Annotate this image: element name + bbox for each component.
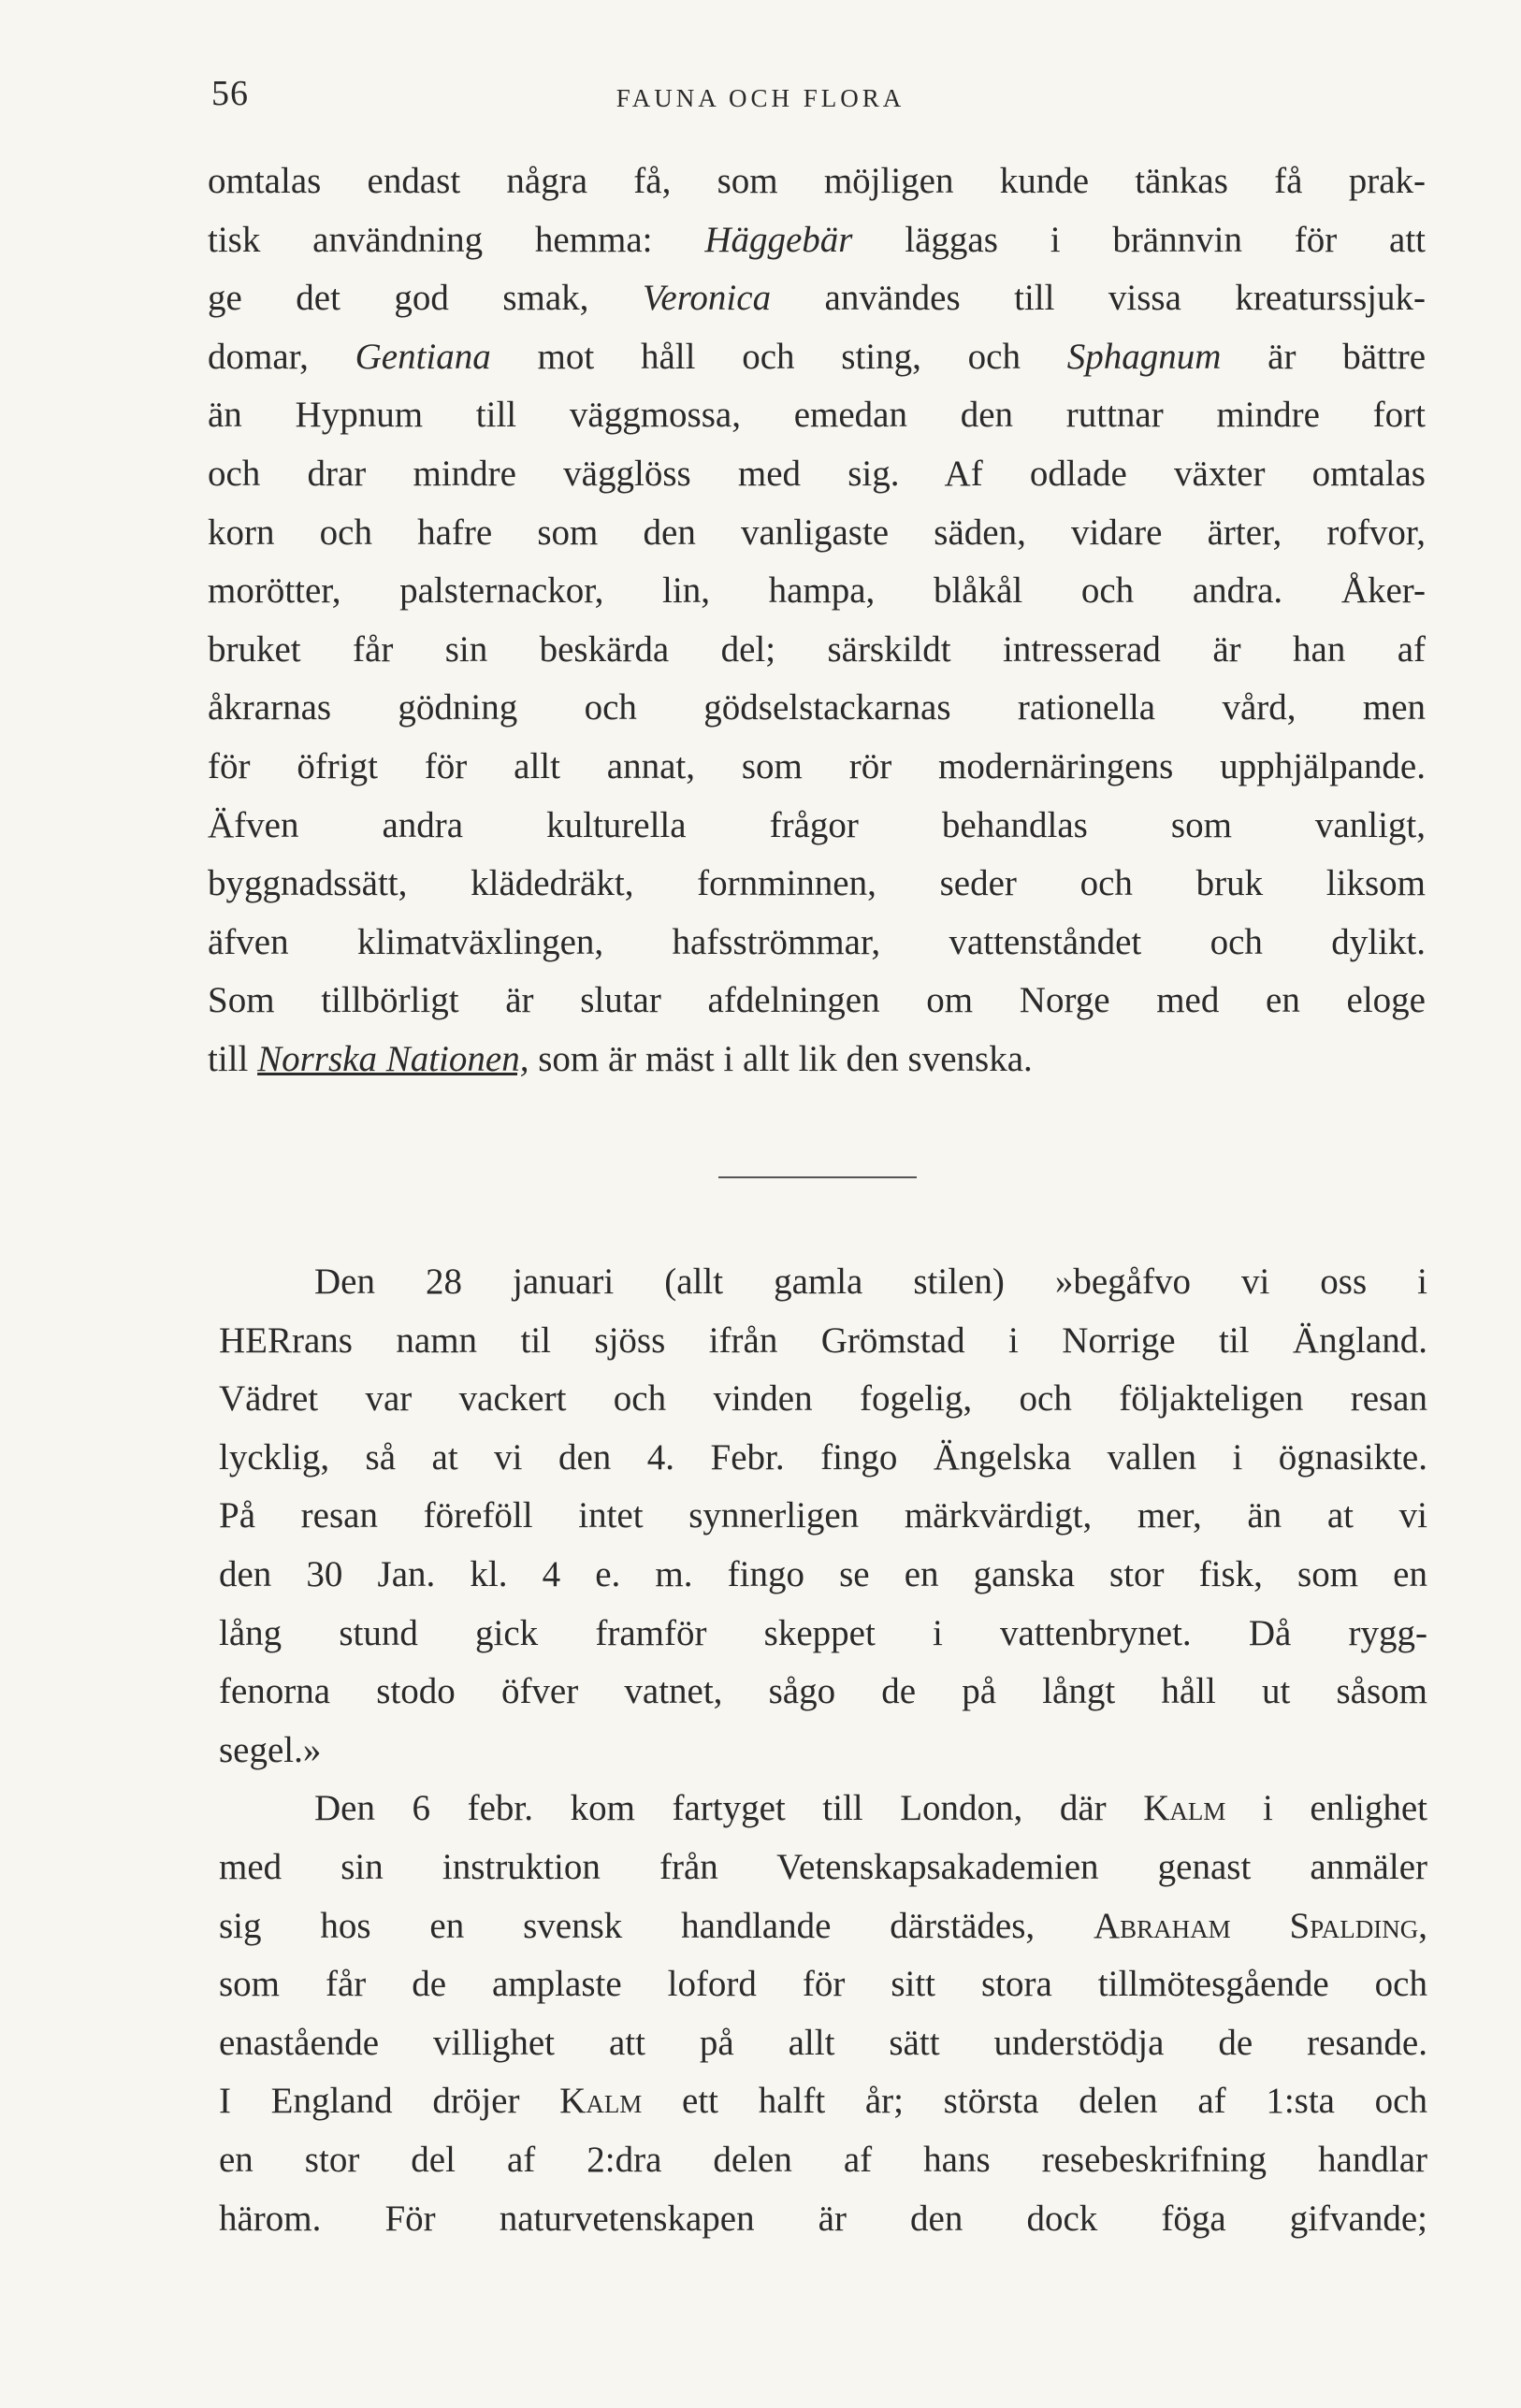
text-line: Äfven andra kulturella frågor behandlas som vanligt, xyxy=(208,804,1426,845)
person-name: Abraham Spalding xyxy=(1093,1905,1419,1946)
text-line: och drar mindre vägglöss med sig. Af odlade växter omtalas xyxy=(208,453,1426,494)
page-number: 56 xyxy=(211,74,249,113)
emphasized-phrase: Norrska Nationen, xyxy=(257,1038,529,1079)
text-line: till Norrska Nationen, som är mäst i allt lik den svenska. xyxy=(208,1038,1033,1079)
text-line: äfven klimatväxlingen, hafsströmmar, vattenståndet och dylikt. xyxy=(208,921,1426,962)
text-line: åkrarnas gödning och gödselstackarnas rationella vård, men xyxy=(208,687,1426,728)
text-line: härom. För naturvetenskapen är den dock föga gifvande; xyxy=(219,2198,1427,2239)
text-line: Den 28 januari (allt gamla stilen) »begåfvo vi oss i xyxy=(314,1262,1427,1302)
section-divider xyxy=(718,1176,917,1178)
species-name: Häggebär xyxy=(704,219,853,260)
text-line: Den 6 febr. kom fartyget till London, där Kalm i enlighet xyxy=(314,1788,1428,1829)
text-line: ge det god smak, Veronica användes till vissa kreaturssjuk- xyxy=(208,278,1426,319)
text-line: Som tillbörligt är slutar afdelningen om Norge med en eloge xyxy=(208,980,1426,1021)
text-line: fenorna stodo öfver vatnet, sågo de på långt håll ut såsom xyxy=(219,1671,1427,1712)
text-line: morötter, palsternackor, lin, hampa, blåkål och andra. Åker- xyxy=(208,570,1426,612)
species-name: Gentiana xyxy=(355,336,491,377)
text-line: för öfrigt för allt annat, som rör modernäringens upphjälpande. xyxy=(208,745,1426,786)
text-line: domar, Gentiana mot håll och sting, och Sphagnum är bättre xyxy=(208,336,1426,377)
text-line: som får de amplaste loford för sitt stora tillmötesgående och xyxy=(219,1964,1427,2005)
text-line: På resan föreföll intet synnerligen märkvärdigt, mer, än at vi xyxy=(219,1495,1427,1536)
text-line: med sin instruktion från Vetenskapsakademien genast anmäler xyxy=(219,1846,1427,1887)
text-line: en stor del af 2:dra delen af hans resebeskrifning handlar xyxy=(219,2139,1427,2180)
text-line: lång stund gick framför skeppet i vattenbrynet. Då rygg- xyxy=(219,1612,1427,1653)
person-name: Kalm xyxy=(559,2081,643,2122)
text-line: omtalas endast några få, som möjligen kunde tänkas få prak- xyxy=(208,161,1426,201)
text-line: lycklig, så at vi den 4. Febr. fingo Ängelska vallen i ögnasikte. xyxy=(219,1436,1427,1478)
running-title: FAUNA OCH FLORA xyxy=(616,84,905,112)
species-name: Veronica xyxy=(642,278,772,319)
text-line: enastående villighet att på allt sätt understödja de resande. xyxy=(219,2022,1427,2063)
paragraph-flora xyxy=(208,152,1426,1089)
text-line: I England dröjer Kalm ett halft år; största delen af 1:sta och xyxy=(219,2081,1427,2122)
text-line: den 30 Jan. kl. 4 e. m. fingo se en ganska stor fisk, som en xyxy=(219,1553,1427,1594)
text-line: Vädret var vackert och vinden fogelig, och följakteligen resan xyxy=(219,1378,1427,1420)
text-line: tisk användning hemma: Häggebär läggas i brännvin för att xyxy=(208,219,1426,260)
text-line: korn och hafre som den vanligaste säden, vidare ärter, rofvor, xyxy=(208,512,1426,553)
text-line: HERrans namn til sjöss ifrån Grömstad i Norrige til Ängland. xyxy=(219,1319,1427,1361)
text-line: sig hos en svensk handlande därstädes, Abraham Spalding, xyxy=(219,1905,1427,1946)
text-line: än Hypnum till väggmossa, emedan den ruttnar mindre fort xyxy=(208,395,1426,436)
text-line: segel.» xyxy=(219,1729,322,1770)
text-line: bruket får sin beskärda del; särskildt intresserad är han af xyxy=(208,628,1426,670)
paragraph-voyage xyxy=(219,1253,1427,2248)
species-name: Sphagnum xyxy=(1066,336,1222,377)
text-line: byggnadssätt, klädedräkt, fornminnen, seder och bruk liksom xyxy=(208,863,1426,904)
person-name: Kalm xyxy=(1143,1788,1226,1829)
